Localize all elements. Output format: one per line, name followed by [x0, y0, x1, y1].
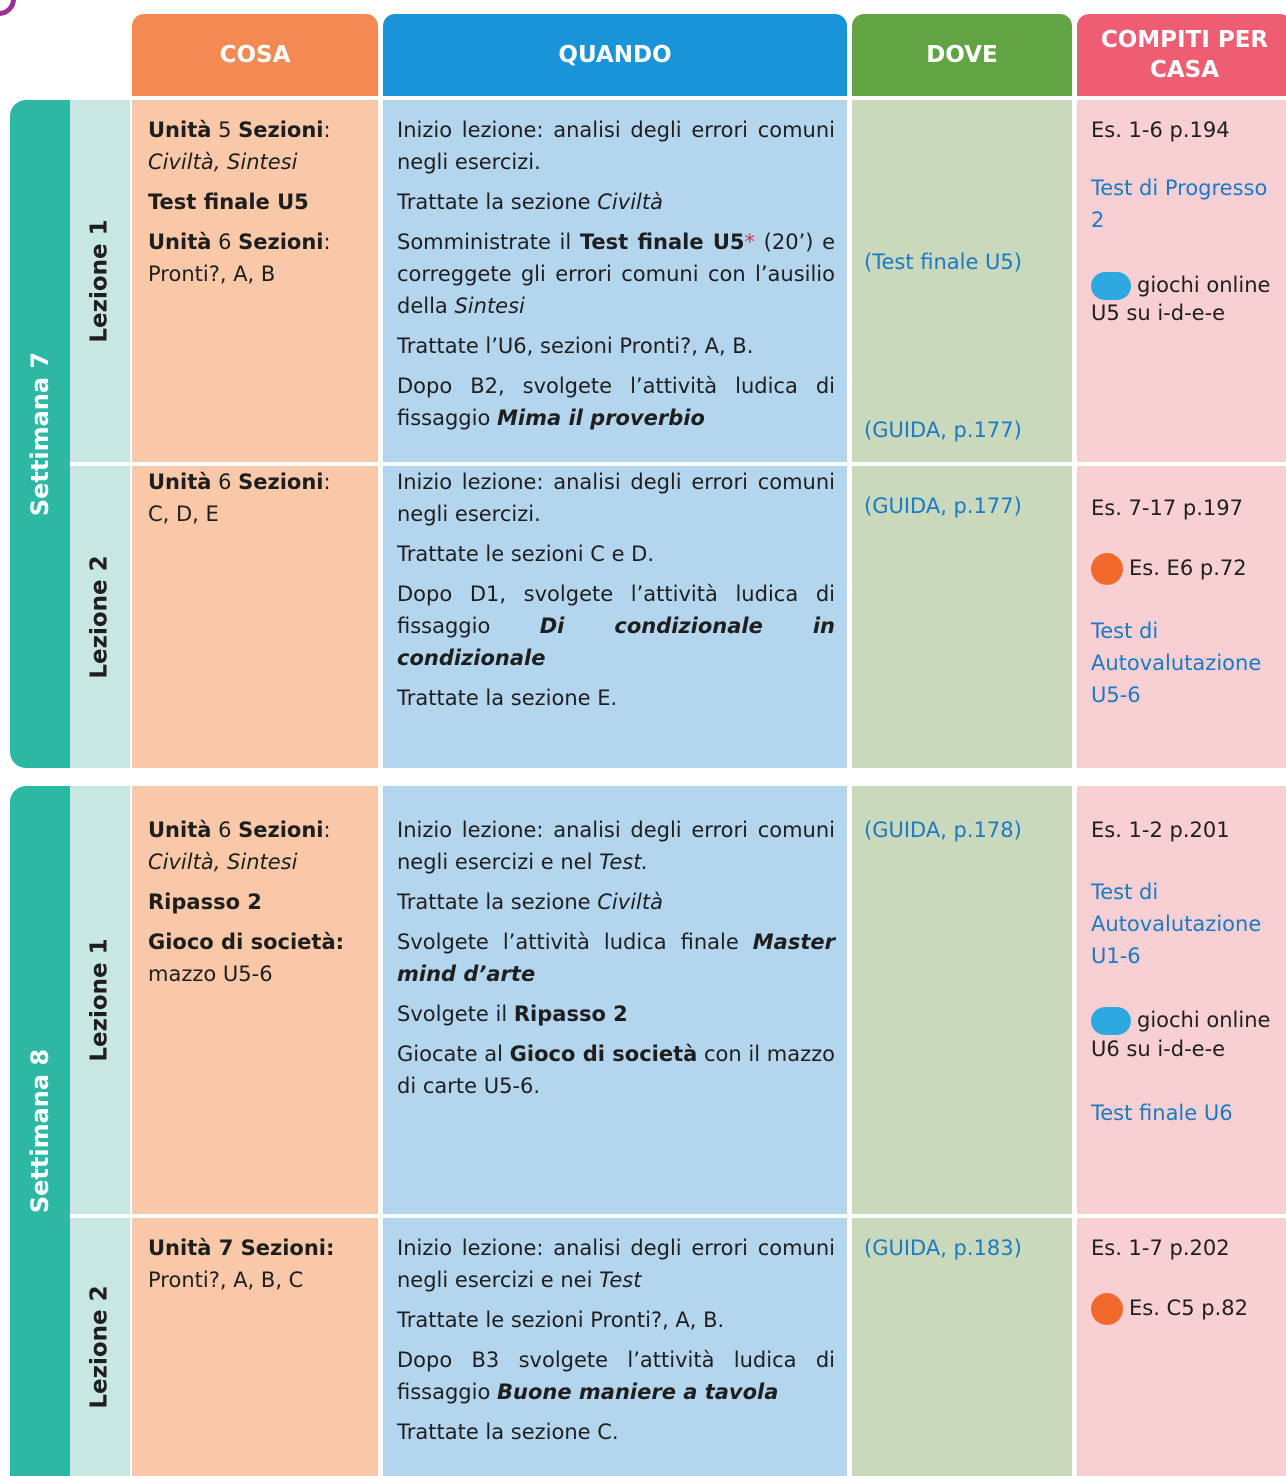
lesson-label: Lezione 1	[70, 100, 130, 462]
gamepad-icon	[1091, 1007, 1131, 1035]
test-link[interactable]: Test di Progresso 2	[1091, 176, 1268, 232]
corner-decoration	[0, 0, 16, 16]
dove-reference[interactable]: (GUIDA, p.178)	[864, 818, 1022, 842]
lesson-label: Lezione 2	[70, 466, 130, 768]
dove-cell	[852, 786, 1072, 1214]
compiti-cell: Es. 1-6 p.194 Test di Progresso 2 giochi online U5 su i-d-e-e	[1077, 100, 1286, 462]
compiti-cell: Es. 1-2 p.201 Test di Autovalutazione U1-6 giochi online U6 su i-d-e-e Test finale U6	[1077, 786, 1286, 1214]
header-cosa: COSA	[132, 14, 378, 96]
quando-cell: Inizio lezione: analisi degli errori comuni negli esercizi e nei Test Trattate le sezioni Pronti?, A, B. Dopo B3 svolgete l’attività ludica di fissaggio Buone maniere a tavola Trattate la sezione C.	[383, 1218, 847, 1476]
test-link[interactable]: Test finale U6	[1091, 1101, 1233, 1125]
dove-reference[interactable]: (GUIDA, p.183)	[864, 1236, 1022, 1260]
lesson-label: Lezione 1	[70, 786, 130, 1214]
cosa-cell: Unità 6 Sezioni: C, D, E	[132, 466, 378, 768]
week-label-8: Settimana 8	[10, 786, 70, 1476]
dove-cell	[852, 100, 1072, 462]
gamepad-icon	[1091, 272, 1131, 300]
header-quando: QUANDO	[383, 14, 847, 96]
pencil-icon	[1091, 1293, 1123, 1325]
header-dove: DOVE	[852, 14, 1072, 96]
cosa-cell: Unità 6 Sezioni: Civiltà, Sintesi Ripasso 2 Gioco di società: mazzo U5-6	[132, 786, 378, 1214]
cosa-cell: Unità 7 Sezioni: Pronti?, A, B, C	[132, 1218, 378, 1476]
test-link[interactable]: Test di Autovalutazione U5-6	[1091, 619, 1262, 707]
week-label-7: Settimana 7	[10, 100, 70, 768]
quando-cell: Inizio lezione: analisi degli errori comuni negli esercizi e nel Test. Trattate la sezione Civiltà Svolgete l’attività ludica finale Master mind d’arte Svolgete il Ripasso 2 Giocate al Gioco di società con il mazzo di carte U5-6.	[383, 786, 847, 1214]
cosa-cell: Unità 5 Sezioni: Civiltà, Sintesi Test finale U5 Unità 6 Sezioni: Pronti?, A, B	[132, 100, 378, 462]
lesson-label: Lezione 2	[70, 1218, 130, 1476]
test-link[interactable]: Test di Autovalutazione U1-6	[1091, 880, 1262, 968]
dove-reference[interactable]: (Test finale U5)	[864, 250, 1022, 274]
header-compiti: COMPITI PER CASA	[1077, 14, 1286, 96]
pencil-icon	[1091, 553, 1123, 585]
dove-reference[interactable]: (GUIDA, p.177)	[864, 494, 1022, 518]
compiti-cell: Es. 7-17 p.197 Es. E6 p.72 Test di Autovalutazione U5-6	[1077, 466, 1286, 768]
quando-cell: Inizio lezione: analisi degli errori comuni negli esercizi. Trattate la sezione Civiltà Somministrate il Test finale U5* (20’) e correggete gli errori comuni con l’ausilio della Sintesi Trattate l’U6, sezioni Pronti?, A, B. Dopo B2, svolgete l’attività ludica di fissaggio Mima il proverbio	[383, 100, 847, 462]
dove-reference[interactable]: (GUIDA, p.177)	[864, 418, 1022, 442]
compiti-cell: Es. 1-7 p.202 Es. C5 p.82	[1077, 1218, 1286, 1476]
quando-cell: Inizio lezione: analisi degli errori comuni negli esercizi. Trattate le sezioni C e D. Dopo D1, svolgete l’attività ludica di fissaggio Di condizionale in condizionale Trattate la sezione E.	[383, 466, 847, 768]
